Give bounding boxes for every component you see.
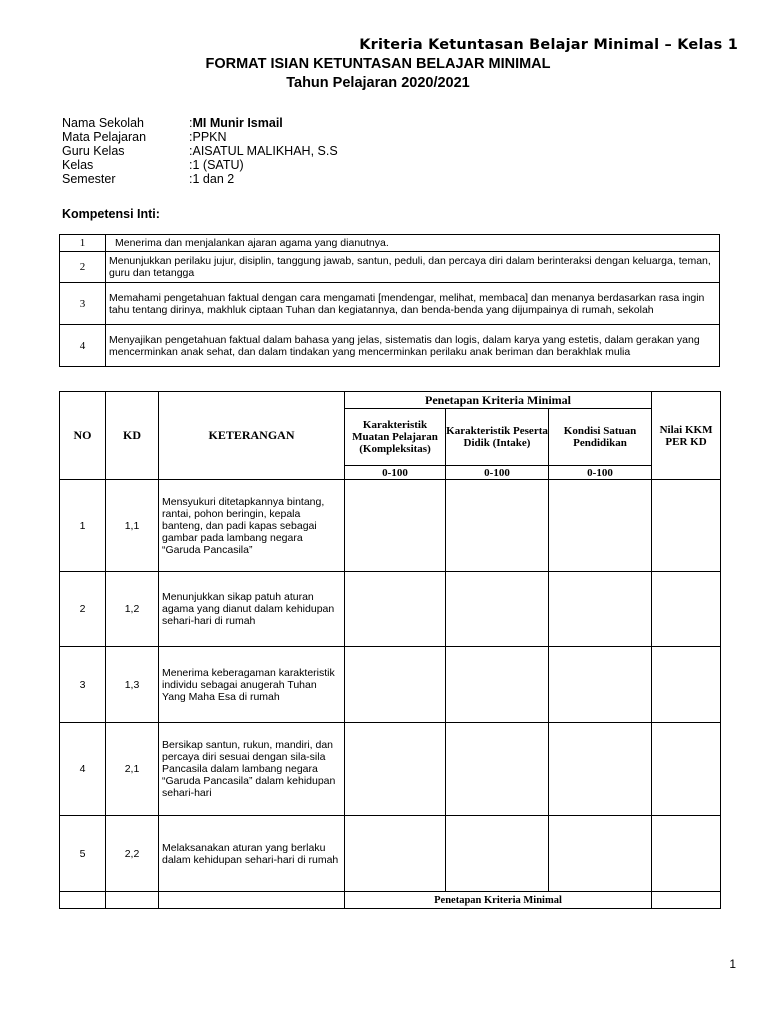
row-keterangan: Bersikap santun, rukun, mandiri, dan percaya diri sesuai dengan sila-sila Pancasila dalam lambang negara “Garuda Pancasila” dalam kehidupan sehari-hari <box>159 723 345 816</box>
info-value-semester: 1 dan 2 <box>192 172 235 186</box>
row-no: 3 <box>60 647 106 723</box>
document-subtitle-year: Tahun Pelajaran 2020/2021 <box>286 75 470 91</box>
kkm-footer-row <box>60 892 721 909</box>
header-penetapan-kriteria: Penetapan Kriteria Minimal <box>345 392 652 409</box>
ki-text: Memahami pengetahuan faktual dengan cara mengamati [mendengar, melihat, membaca] dan menanya berdasarkan rasa ingin tahu tentang dirinya, makhluk ciptaan Tuhan dan kegiatannya, dan benda-benda yang dijumpainya di rumah, sekolah <box>106 283 720 325</box>
info-value-school-name: MI Munir Ismail <box>192 116 283 130</box>
kompetensi-inti-table <box>59 234 720 367</box>
info-value-teacher: AISATUL MALIKHAH, S.S <box>192 144 338 158</box>
cell-kompleksitas[interactable] <box>345 723 446 816</box>
row-kd: 1,2 <box>106 572 159 647</box>
ki-number: 2 <box>60 252 106 283</box>
info-separator: : <box>189 116 193 130</box>
footer-empty <box>159 892 345 909</box>
ki-number: 4 <box>60 325 106 367</box>
ki-text: Menunjukkan perilaku jujur, disiplin, tanggung jawab, santun, peduli, dan percaya diri dalam berinteraksi dengan keluarga, teman, guru dan tetangga <box>106 252 720 283</box>
cell-kondisi[interactable] <box>549 572 652 647</box>
table-row <box>60 480 721 572</box>
cell-intake[interactable] <box>446 480 549 572</box>
row-kd: 1,1 <box>106 480 159 572</box>
cell-kondisi[interactable] <box>549 816 652 892</box>
row-keterangan: Menunjukkan sikap patuh aturan agama yang dianut dalam kehidupan sehari-hari di rumah <box>159 572 345 647</box>
range-intake: 0-100 <box>446 466 549 480</box>
header-keterangan: KETERANGAN <box>159 392 345 480</box>
footer-empty <box>652 892 721 909</box>
row-no: 2 <box>60 572 106 647</box>
cell-nilai-kkm[interactable] <box>652 647 721 723</box>
row-keterangan: Melaksanakan aturan yang berlaku dalam kehidupan sehari-hari di rumah <box>159 816 345 892</box>
ki-text: Menyajikan pengetahuan faktual dalam bahasa yang jelas, sistematis dan logis, dalam karya yang estetis, dalam gerakan yang mencerminkan anak sehat, dan dalam tindakan yang mencerminkan perilaku anak beriman dan berakhlak mulia <box>106 325 720 367</box>
info-row-kelas <box>62 158 338 172</box>
info-label: Guru Kelas <box>62 144 125 158</box>
cell-intake[interactable] <box>446 572 549 647</box>
row-keterangan: Mensyukuri ditetapkannya bintang, rantai, pohon beringin, kepala banteng, dan padi kapas sebagai gambar pada lambang negara “Garuda Pancasila” <box>159 480 345 572</box>
cell-kompleksitas[interactable] <box>345 572 446 647</box>
info-row-mata-pelajaran <box>62 130 338 144</box>
school-info-block <box>62 116 338 186</box>
info-label: Semester <box>62 172 116 186</box>
kompetensi-inti-heading: Kompetensi Inti: <box>62 207 160 221</box>
ki-number: 3 <box>60 283 106 325</box>
table-row <box>60 816 721 892</box>
info-label: Mata Pelajaran <box>62 130 147 144</box>
info-row-nama-sekolah <box>62 116 338 130</box>
cell-kompleksitas[interactable] <box>345 480 446 572</box>
row-no: 1 <box>60 480 106 572</box>
header-intake: Karakteristik Peserta Didik (Intake) <box>446 409 549 466</box>
info-separator: : <box>189 144 193 158</box>
footer-penetapan-kriteria: Penetapan Kriteria Minimal <box>345 892 652 909</box>
cell-nilai-kkm[interactable] <box>652 572 721 647</box>
ki-row <box>60 252 720 283</box>
range-kompleksitas: 0-100 <box>345 466 446 480</box>
cell-intake[interactable] <box>446 723 549 816</box>
info-value-class: 1 (SATU) <box>192 158 244 172</box>
kkm-table <box>59 391 721 909</box>
info-label: Kelas <box>62 158 94 172</box>
info-separator: : <box>189 158 193 172</box>
cell-intake[interactable] <box>446 816 549 892</box>
row-kd: 2,2 <box>106 816 159 892</box>
info-separator: : <box>189 130 193 144</box>
cell-kompleksitas[interactable] <box>345 647 446 723</box>
ki-number: 1 <box>60 235 106 252</box>
cell-intake[interactable] <box>446 647 549 723</box>
row-kd: 2,1 <box>106 723 159 816</box>
row-no: 4 <box>60 723 106 816</box>
table-row <box>60 572 721 647</box>
footer-empty <box>106 892 159 909</box>
header-nilai-kkm: Nilai KKM PER KD <box>652 392 721 480</box>
cell-kondisi[interactable] <box>549 647 652 723</box>
row-no: 5 <box>60 816 106 892</box>
cell-nilai-kkm[interactable] <box>652 480 721 572</box>
cell-kondisi[interactable] <box>549 723 652 816</box>
cell-kondisi[interactable] <box>549 480 652 572</box>
ki-text: Menerima dan menjalankan ajaran agama yang dianutnya. <box>106 235 720 252</box>
header-kompleksitas: Karakteristik Muatan Pelajaran (Kompleksitas) <box>345 409 446 466</box>
cell-nilai-kkm[interactable] <box>652 816 721 892</box>
document-title: FORMAT ISIAN KETUNTASAN BELAJAR MINIMAL <box>205 56 551 72</box>
ki-row <box>60 325 720 367</box>
info-row-semester <box>62 172 338 186</box>
table-row <box>60 647 721 723</box>
header-kd: KD <box>106 392 159 480</box>
ki-row <box>60 283 720 325</box>
header-kondisi: Kondisi Satuan Pendidikan <box>549 409 652 466</box>
footer-empty <box>60 892 106 909</box>
range-kondisi: 0-100 <box>549 466 652 480</box>
ki-row <box>60 235 720 252</box>
row-keterangan: Menerima keberagaman karakteristik individu sebagai anugerah Tuhan Yang Maha Esa di rumah <box>159 647 345 723</box>
cell-kompleksitas[interactable] <box>345 816 446 892</box>
info-label: Nama Sekolah <box>62 116 144 130</box>
page-number: 1 <box>729 957 736 971</box>
info-separator: : <box>189 172 193 186</box>
kkm-header-row <box>60 392 721 409</box>
table-row <box>60 723 721 816</box>
info-row-guru-kelas <box>62 144 338 158</box>
cell-nilai-kkm[interactable] <box>652 723 721 816</box>
row-kd: 1,3 <box>106 647 159 723</box>
info-value-subject: PPKN <box>192 130 227 144</box>
document-running-heading: Kriteria Ketuntasan Belajar Minimal – Kelas 1 <box>359 37 738 53</box>
header-no: NO <box>60 392 106 480</box>
